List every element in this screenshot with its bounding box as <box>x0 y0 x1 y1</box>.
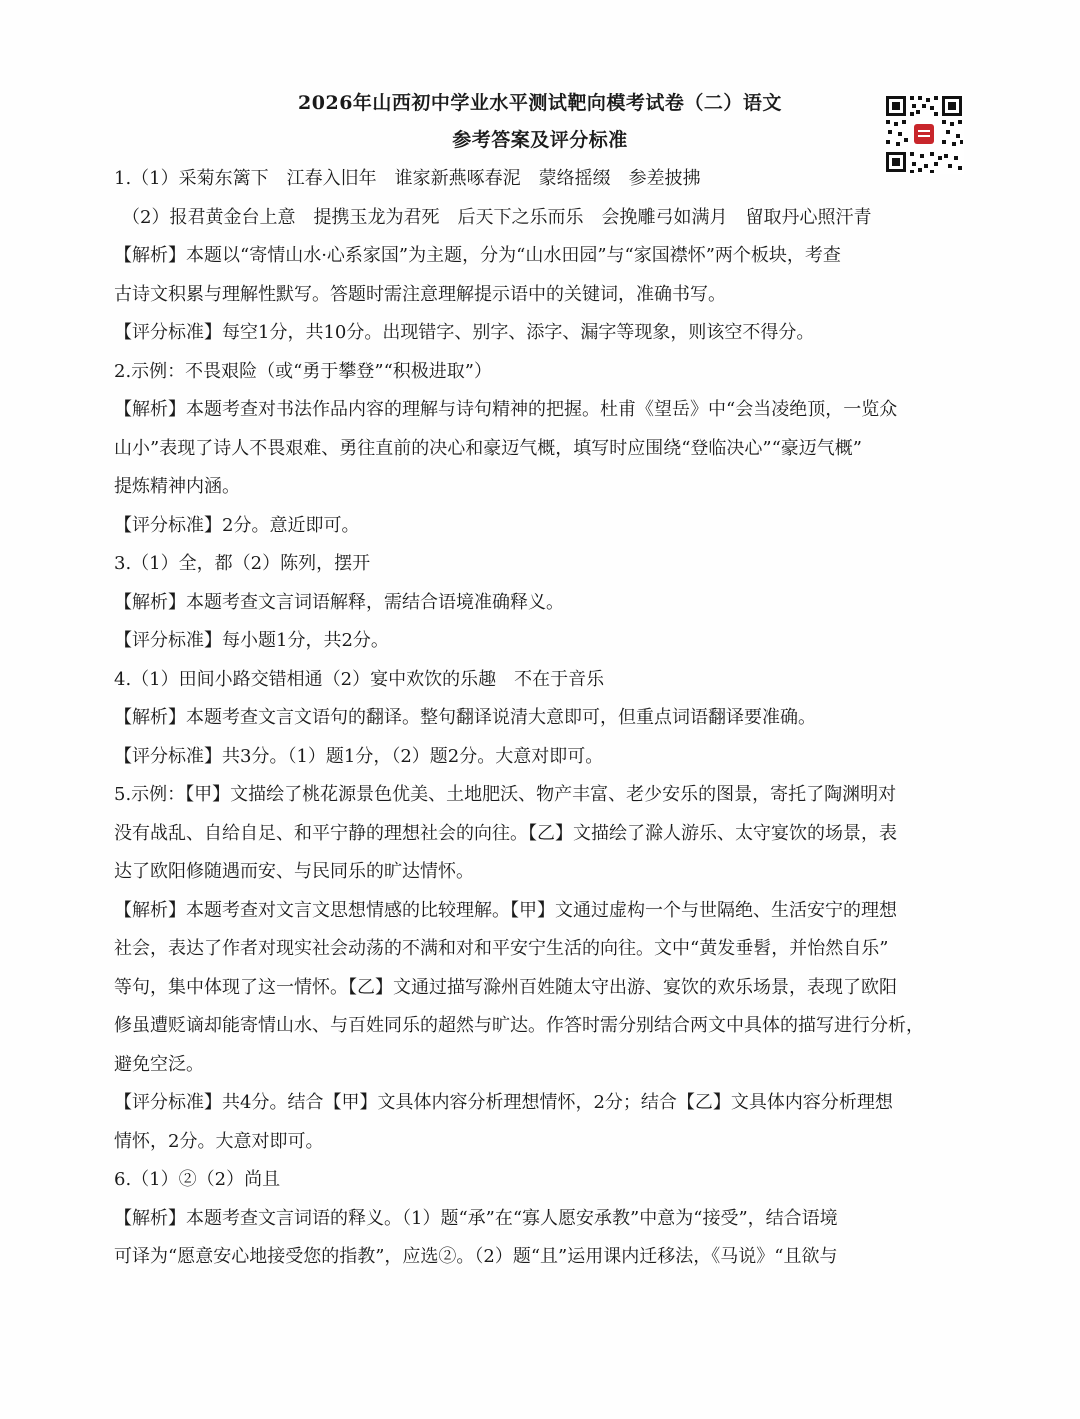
answer-line: 2.示例：不畏艰险（或“勇于攀登”“积极进取”） <box>114 360 492 382</box>
page-subtitle: 参考答案及评分标准 <box>452 129 628 151</box>
analysis-line: 提炼精神内涵。 <box>114 476 240 497</box>
scoring-line: 【评分标准】每空1分，共10分。出现错字、别字、添字、漏字等现象，则该空不得分。 <box>114 322 815 343</box>
analysis-line: 可译为“愿意安心地接受您的指教”，应选②。（2）题“且”运用课内迁移法，《马说》“且欲与 <box>114 1246 838 1267</box>
answer-line: （2）报君黄金台上意 提携玉龙为君死 后天下之乐而乐 会挽雕弓如满月 留取丹心照汗青 <box>122 206 872 228</box>
answer-line: 3.（1）全，都（2）陈列，摆开 <box>114 553 371 574</box>
scoring-line: 【评分标准】共3分。（1）题1分，（2）题2分。大意对即可。 <box>114 745 604 767</box>
scoring-line: 情怀，2分。大意对即可。 <box>114 1130 324 1152</box>
answer-content <box>114 160 970 1277</box>
analysis-line: 等句，集中体现了这一情怀。【乙】文通过描写滁州百姓随太守出游、宴饮的欢乐场景，表现了欧阳 <box>114 976 897 998</box>
analysis-line: 山小”表现了诗人不畏艰难、勇往直前的决心和豪迈气概，填写时应围绕“登临决心”“豪迈气概” <box>114 437 863 459</box>
analysis-line: 社会，表达了作者对现实社会动荡的不满和对和平安宁生活的向往。文中“黄发垂髫，并怡然自乐” <box>114 938 889 959</box>
scoring-line: 【评分标准】共4分。结合【甲】文具体内容分析理想情怀，2分；结合【乙】文具体内容分析理想 <box>114 1092 893 1113</box>
analysis-line: 【解析】本题考查对文言文思想情感的比较理解。【甲】文通过虚构一个与世隔绝、生活安宁的理想 <box>114 899 897 921</box>
answer-line: 4.（1）田间小路交错相通（2）宴中欢饮的乐趣 不在于音乐 <box>114 668 605 690</box>
scoring-line: 【评分标准】2分。意近即可。 <box>114 514 360 536</box>
answer-line: 达了欧阳修随遇而安、与民同乐的旷达情怀。 <box>114 861 474 882</box>
analysis-line: 【解析】本题以“寄情山水·心系家国”为主题，分为“山水田园”与“家国襟怀”两个板块，考查 <box>114 245 841 266</box>
analysis-line: 避免空泛。 <box>114 1053 204 1075</box>
answer-line: 1.（1）采菊东篱下 江春入旧年 谁家新燕啄春泥 蒙络摇缀 参差披拂 <box>114 168 701 189</box>
answer-line: 没有战乱、自给自足、和平宁静的理想社会的向往。【乙】文描绘了滁人游乐、太守宴饮的场景，表 <box>114 822 897 844</box>
analysis-line: 【解析】本题考查对书法作品内容的理解与诗句精神的把握。杜甫《望岳》中“会当凌绝顶，一览众 <box>114 399 898 420</box>
answer-line: 6.（1）②（2）尚且 <box>114 1169 281 1190</box>
analysis-line: 【解析】本题考查文言词语解释，需结合语境准确释义。 <box>114 591 564 613</box>
analysis-line: 修虽遭贬谪却能寄情山水、与百姓同乐的超然与旷达。作答时需分别结合两文中具体的描写进行分析， <box>114 1015 924 1036</box>
analysis-line: 【解析】本题考查文言词语的释义。（1）题“承”在“寡人愿安承教”中意为“接受”，结合语境 <box>114 1207 838 1229</box>
analysis-line: 【解析】本题考查文言文语句的翻译。整句翻译说清大意即可，但重点词语翻译要准确。 <box>114 707 816 728</box>
analysis-line: 古诗文积累与理解性默写。答题时需注意理解提示语中的关键词，准确书写。 <box>114 283 726 305</box>
scoring-line: 【评分标准】每小题1分，共2分。 <box>114 630 389 651</box>
answer-line: 5.示例：【甲】文描绘了桃花源景色优美、土地肥沃、物产丰富、老少安乐的图景，寄托了陶渊明对 <box>114 784 897 805</box>
page-title: 2026年山西初中学业水平测试靶向模考试卷（二）语文 <box>298 92 782 114</box>
